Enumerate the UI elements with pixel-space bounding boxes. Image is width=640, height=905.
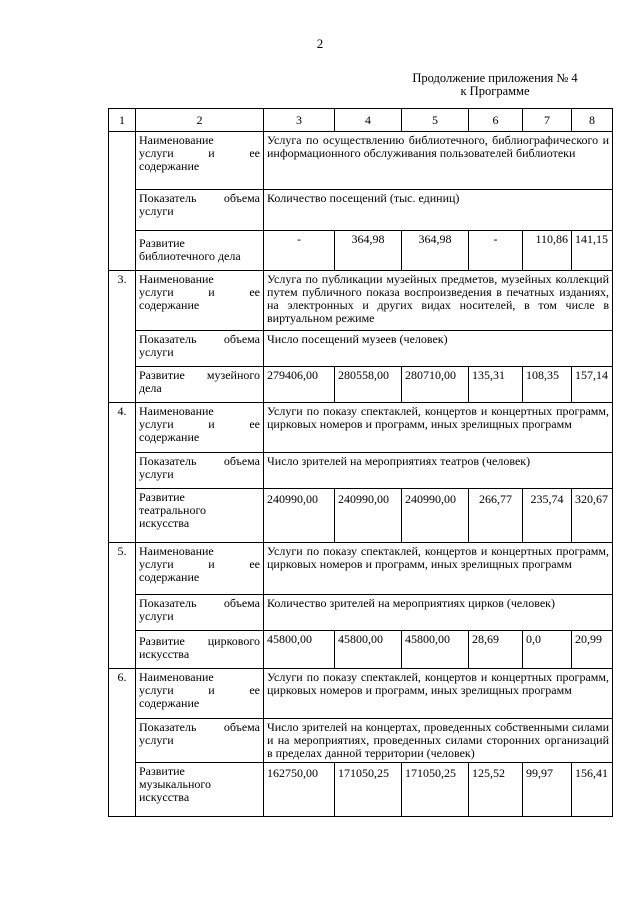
header-cell-2: 2	[136, 109, 264, 132]
indicator-row	[109, 719, 613, 763]
development-label: Развитие музейного дела	[136, 367, 264, 403]
service-description: Услуги по показу спектаклей, концертов и концертных программ, цирковых номеров и программ, иных зрелищных программ	[264, 403, 613, 453]
indicator-row	[109, 453, 613, 489]
caption-line-1: Продолжение приложения № 4	[412, 71, 578, 85]
indicator-description: Число посещений музеев (человек)	[264, 331, 613, 367]
value-cell: 240990,00	[264, 489, 335, 543]
value-cell: 240990,00	[335, 489, 402, 543]
development-label: Развитие циркового искусства	[136, 631, 264, 669]
development-row	[109, 231, 613, 271]
value-cell: 45800,00	[402, 631, 469, 669]
service-description: Услуги по показу спектаклей, концертов и концертных программ, цирковых номеров и программ, иных зрелищных программ	[264, 543, 613, 595]
header-row	[109, 109, 613, 132]
value-cell: 171050,25	[402, 763, 469, 817]
value-cell: 280558,00	[335, 367, 402, 403]
development-row	[109, 489, 613, 543]
section-number: 5.	[109, 543, 136, 669]
service-label: Наименование услуги и ее содержание	[136, 271, 264, 331]
header-cell-3: 3	[264, 109, 335, 132]
value-cell: 20,99	[572, 631, 613, 669]
value-cell: 157,14	[572, 367, 613, 403]
indicator-description: Количество зрителей на мероприятиях цирков (человек)	[264, 595, 613, 631]
value-cell: 135,31	[469, 367, 523, 403]
value-cell: 162750,00	[264, 763, 335, 817]
value-cell: 266,77	[469, 489, 523, 543]
indicator-description: Количество посещений (тыс. единиц)	[264, 190, 613, 231]
value-cell: 99,97	[523, 763, 572, 817]
section-number: 4.	[109, 403, 136, 543]
value-cell: -	[469, 231, 523, 271]
value-cell: 279406,00	[264, 367, 335, 403]
development-row	[109, 631, 613, 669]
service-label: Наименование услуги и ее содержание	[136, 132, 264, 190]
service-description: Услуга по осуществлению библиотечного, библиографического и информационного обслуживания пользователей библиотеки	[264, 132, 613, 190]
indicator-label: Показатель объема услуги	[136, 331, 264, 367]
indicator-label: Показатель объема услуги	[136, 190, 264, 231]
indicator-label: Показатель объема услуги	[136, 595, 264, 631]
value-cell: 320,67	[572, 489, 613, 543]
value-cell: 364,98	[335, 231, 402, 271]
header-cell-6: 6	[469, 109, 523, 132]
value-cell: 364,98	[402, 231, 469, 271]
development-row	[109, 367, 613, 403]
value-cell: 110,86	[523, 231, 572, 271]
development-label: Развитие библиотечного дела	[136, 231, 264, 271]
value-cell: 45800,00	[264, 631, 335, 669]
value-cell: 171050,25	[335, 763, 402, 817]
value-cell: 156,41	[572, 763, 613, 817]
program-table	[108, 108, 613, 817]
development-label: Развитие театрального искусства	[136, 489, 264, 543]
service-label: Наименование услуги и ее содержание	[136, 543, 264, 595]
value-cell: 28,69	[469, 631, 523, 669]
indicator-row	[109, 331, 613, 367]
service-description: Услуга по публикации музейных предметов, музейных коллекций путем публичного показа воспроизведения в печатных изданиях, на электронных и других видах носителей, в том числе в виртуальном режиме	[264, 271, 613, 331]
service-row	[109, 543, 613, 595]
header-cell-1: 1	[109, 109, 136, 132]
header-cell-8: 8	[572, 109, 613, 132]
caption-line-2: к Программе	[460, 84, 530, 98]
value-cell: -	[264, 231, 335, 271]
indicator-label: Показатель объема услуги	[136, 719, 264, 763]
development-label: Развитие музыкального искусства	[136, 763, 264, 817]
appendix-caption	[395, 72, 595, 98]
indicator-label: Показатель объема услуги	[136, 453, 264, 489]
header-cell-4: 4	[335, 109, 402, 132]
service-label: Наименование услуги и ее содержание	[136, 403, 264, 453]
service-row	[109, 403, 613, 453]
indicator-row	[109, 595, 613, 631]
service-row	[109, 132, 613, 190]
section-number: 3.	[109, 271, 136, 403]
page-number: 2	[316, 36, 324, 51]
service-row	[109, 271, 613, 331]
section-number: 6.	[109, 669, 136, 817]
header-cell-7: 7	[523, 109, 572, 132]
value-cell: 240990,00	[402, 489, 469, 543]
value-cell: 0,0	[523, 631, 572, 669]
value-cell: 108,35	[523, 367, 572, 403]
service-description: Услуги по показу спектаклей, концертов и концертных программ, цирковых номеров и программ, иных зрелищных программ	[264, 669, 613, 719]
section-number	[109, 132, 136, 271]
service-row	[109, 669, 613, 719]
value-cell: 45800,00	[335, 631, 402, 669]
service-label: Наименование услуги и ее содержание	[136, 669, 264, 719]
header-cell-5: 5	[402, 109, 469, 132]
value-cell: 141,15	[572, 231, 613, 271]
development-row	[109, 763, 613, 817]
value-cell: 280710,00	[402, 367, 469, 403]
value-cell: 235,74	[523, 489, 572, 543]
indicator-row	[109, 190, 613, 231]
value-cell: 125,52	[469, 763, 523, 817]
indicator-description: Число зрителей на концертах, проведенных собственными силами и на мероприятиях, проведенных силами сторонних организаций в пределах данной территории (человек)	[264, 719, 613, 763]
indicator-description: Число зрителей на мероприятиях театров (человек)	[264, 453, 613, 489]
